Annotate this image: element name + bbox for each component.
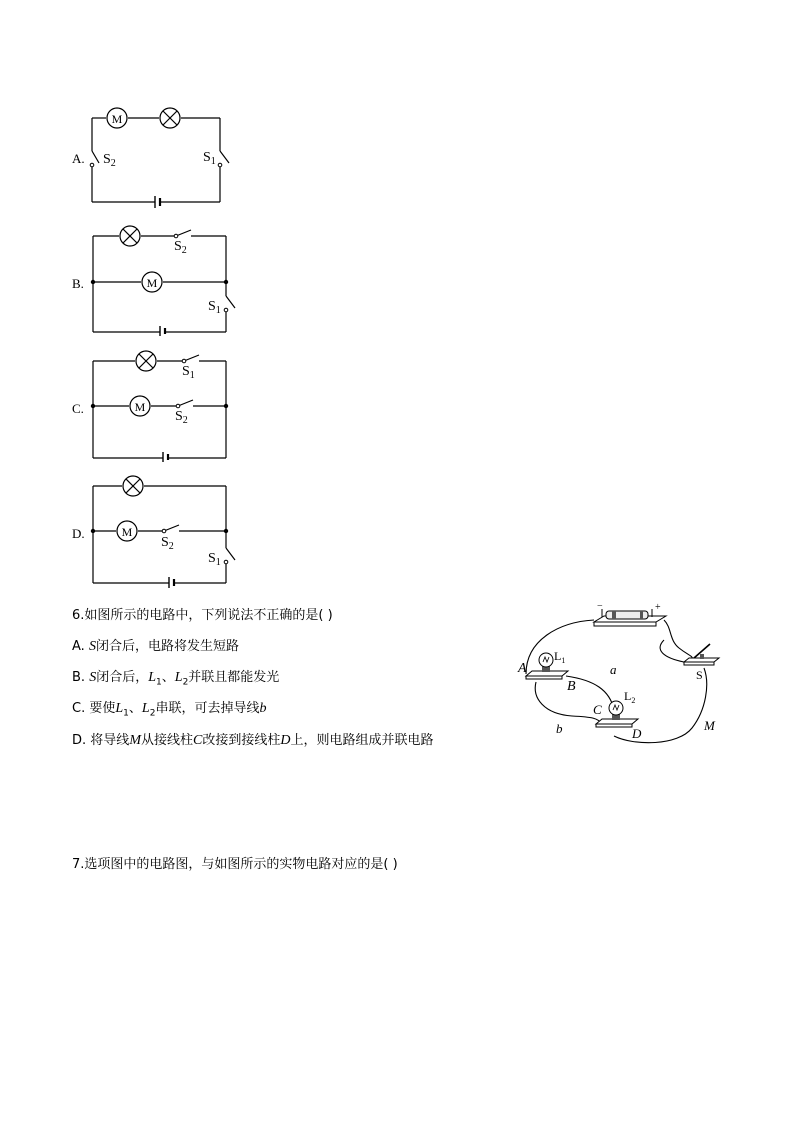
terminal-d-label: D xyxy=(632,726,642,741)
switch-s2-sub: 2 xyxy=(110,158,116,169)
lamp-l2-sub: 2 xyxy=(631,696,636,705)
option-text: 、 xyxy=(128,701,142,716)
terminal-c-label: C xyxy=(593,702,602,717)
switch-s2-label: S xyxy=(161,535,169,550)
svg-text:L1 xyxy=(554,649,565,665)
option-text: 上，则电路组成并联电路 xyxy=(290,733,434,748)
physical-circuit-figure xyxy=(514,600,724,760)
circuit-b xyxy=(86,224,246,336)
lamp-icon xyxy=(120,226,140,246)
option-letter: C. xyxy=(72,701,86,716)
question-6-stem: 6.如图所示的电路中，下列说法不正确的是( ) xyxy=(72,608,333,623)
battery-plus-label: + xyxy=(655,602,661,613)
switch-s1-sub: 1 xyxy=(215,557,221,568)
option-text: 将导线 xyxy=(90,733,130,748)
option-text: 并联且都能发光 xyxy=(188,670,280,685)
circuit-d xyxy=(86,472,246,588)
switch-s1-label: S xyxy=(203,150,211,165)
var-l: L xyxy=(148,670,157,685)
circuit-c xyxy=(86,346,246,462)
var-m: M xyxy=(129,733,141,748)
switch-s2-sub: 2 xyxy=(182,415,188,426)
wire-m-label: M xyxy=(704,718,715,733)
lamp-l1-label: L xyxy=(554,649,562,663)
motor-label: M xyxy=(146,276,158,290)
option-a-letter: A. xyxy=(72,151,85,166)
lamp-icon xyxy=(160,108,180,128)
svg-text:S2 xyxy=(174,239,187,256)
switch-s1-sub: 1 xyxy=(210,156,216,167)
switch-s2-label: S xyxy=(103,152,111,167)
switch-s1-label: S xyxy=(208,551,216,566)
option-text: 要使 xyxy=(89,701,116,716)
question-6-option-c xyxy=(72,697,266,719)
switch-s1-sub: 1 xyxy=(189,370,195,381)
switch-s2-label: S xyxy=(174,239,182,254)
switch-s1-label: S xyxy=(182,364,190,379)
terminal-b-label: B xyxy=(567,679,576,694)
option-text: 闭合后，电路将发生短路 xyxy=(95,639,239,654)
question-7-stem: 7.选项图中的电路图，与如图所示的实物电路对应的是( ) xyxy=(72,857,398,872)
option-text: 改接到接线柱 xyxy=(202,733,281,748)
option-text: 从接线柱 xyxy=(140,733,193,748)
lamp-icon xyxy=(136,351,156,371)
option-text: 串联，可去掉导线 xyxy=(155,701,260,716)
switch-s2-sub: 2 xyxy=(168,541,174,552)
circuit-a xyxy=(86,103,246,208)
motor-label: M xyxy=(111,112,123,126)
option-letter: A. xyxy=(72,639,85,654)
svg-text:S1 xyxy=(182,364,195,381)
var-d: D xyxy=(280,733,291,748)
var-c: C xyxy=(193,733,203,748)
lamp-icon xyxy=(123,476,143,496)
motor-label: M xyxy=(134,400,146,414)
option-b-letter: B. xyxy=(72,276,84,291)
sub-1: 1 xyxy=(156,677,162,688)
switch-s-label: S xyxy=(696,668,703,682)
var-s: S xyxy=(89,670,97,685)
var-l: L xyxy=(141,701,150,716)
option-c-letter: C. xyxy=(72,401,84,416)
wire-a-label: a xyxy=(610,662,617,677)
lamp-l1-sub: 1 xyxy=(561,656,566,665)
svg-text:L2 xyxy=(624,689,635,705)
svg-text:S2 xyxy=(103,152,116,169)
var-l: L xyxy=(115,701,124,716)
wire-b-label: b xyxy=(556,721,563,736)
option-text: 、 xyxy=(161,670,175,685)
motor-label: M xyxy=(121,525,133,539)
option-letter: D. xyxy=(72,733,87,748)
switch-s2-sub: 2 xyxy=(181,245,187,256)
sub-2: 2 xyxy=(182,677,189,688)
var-s: S xyxy=(88,639,96,654)
svg-text:S1 xyxy=(203,150,216,167)
switch-s1-label: S xyxy=(208,299,216,314)
svg-text:S1 xyxy=(208,299,221,316)
option-d-letter: D. xyxy=(72,526,85,541)
battery-minus-label: − xyxy=(597,601,603,612)
question-6-option-d xyxy=(72,729,434,749)
var-b: b xyxy=(259,701,267,716)
svg-text:S2 xyxy=(161,535,174,552)
lamp-l2-label: L xyxy=(624,689,632,703)
question-6-option-a xyxy=(72,635,239,655)
option-text: 闭合后， xyxy=(96,670,149,685)
option-letter: B. xyxy=(72,670,86,685)
question-6-option-b xyxy=(72,666,279,688)
sub-1: 1 xyxy=(123,708,129,719)
var-l: L xyxy=(174,670,183,685)
svg-text:S1 xyxy=(208,551,221,568)
switch-s2-label: S xyxy=(175,409,183,424)
sub-2: 2 xyxy=(149,708,156,719)
switch-s1-sub: 1 xyxy=(215,305,221,316)
svg-text:S2 xyxy=(175,409,188,426)
terminal-a-label: A xyxy=(518,661,527,676)
